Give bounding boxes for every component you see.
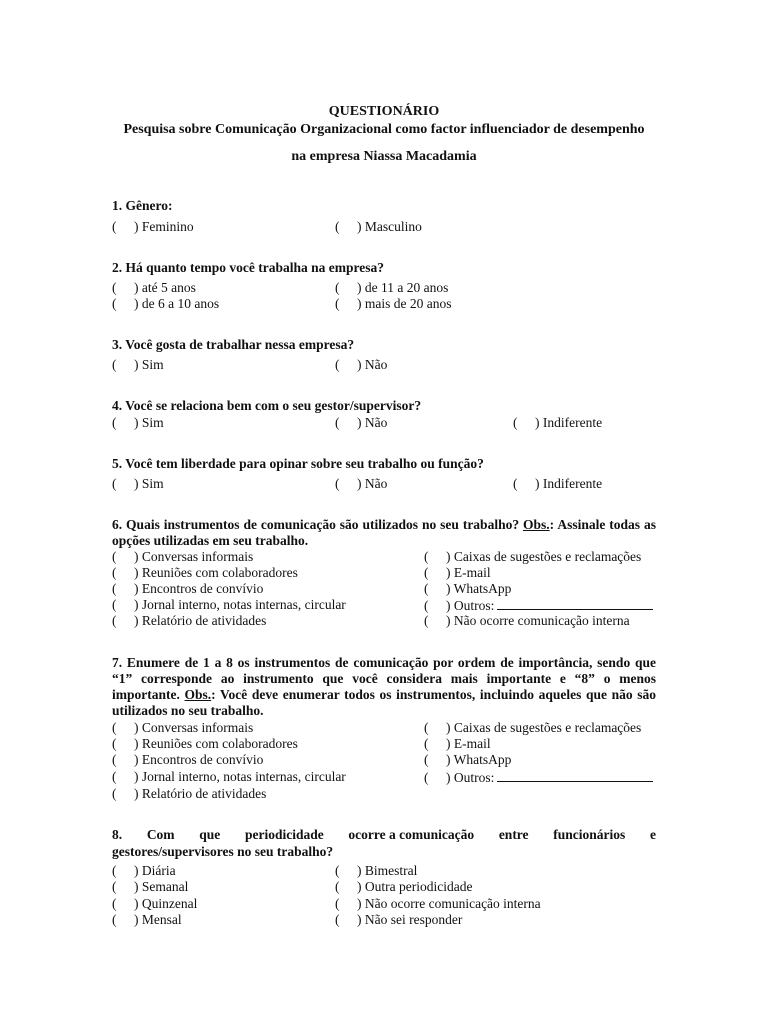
q7-outros-blank[interactable] (497, 769, 653, 782)
question-8-line1: 8. Com que periodicidade ocorre a comunicação entre funcionários e (112, 827, 656, 842)
option-q3-sim[interactable]: ( ) Sim (112, 357, 164, 372)
option-q4-nao[interactable]: ( ) Não (335, 415, 388, 430)
option-ate-5-anos[interactable]: ( ) até 5 anos (112, 280, 196, 295)
option-q3-nao[interactable]: ( ) Não (335, 357, 388, 372)
question-6: 6. Quais instrumentos de comunicação são utilizados no seu trabalho? Obs.: Assinale todas as opções utilizadas em seu trabalho. (112, 517, 656, 548)
option-q4-indiferente[interactable]: ( ) Indiferente (513, 415, 603, 430)
option-q8-nao-sei[interactable]: ( ) Não sei responder (335, 912, 463, 927)
option-q8-mensal[interactable]: ( ) Mensal (112, 912, 182, 927)
option-q7-jornal-interno[interactable]: ( ) Jornal interno, notas internas, circular (112, 769, 346, 784)
option-q7-whatsapp[interactable]: ( ) WhatsApp (424, 752, 512, 767)
survey-subtitle-line2: na empresa Niassa Macadamia (291, 149, 477, 164)
option-q8-nao-ocorre[interactable]: ( ) Não ocorre comunicação interna (335, 896, 541, 911)
option-q8-outra-periodicidade[interactable]: ( ) Outra periodicidade (335, 879, 473, 894)
option-q7-encontros[interactable]: ( ) Encontros de convívio (112, 752, 264, 767)
question-5: 5. Você tem liberdade para opinar sobre seu trabalho ou função? (112, 456, 484, 471)
option-mais-de-20-anos[interactable]: ( ) mais de 20 anos (335, 296, 452, 311)
option-q6-outros[interactable]: ( ) Outros: (424, 597, 653, 614)
question-8-line2: gestores/supervisores no seu trabalho? (112, 844, 334, 859)
page-title: QUESTIONÁRIO (328, 104, 440, 119)
option-q6-reunioes[interactable]: ( ) Reuniões com colaboradores (112, 565, 298, 580)
option-q6-caixas-sugestoes[interactable]: ( ) Caixas de sugestões e reclamações (424, 549, 642, 564)
option-q6-whatsapp[interactable]: ( ) WhatsApp (424, 581, 512, 596)
question-3: 3. Você gosta de trabalhar nessa empresa? (112, 337, 355, 352)
option-q5-sim[interactable]: ( ) Sim (112, 476, 164, 491)
option-q8-diaria[interactable]: ( ) Diária (112, 863, 176, 878)
option-q7-email[interactable]: ( ) E-mail (424, 736, 491, 751)
question-1: 1. Gênero: (112, 198, 173, 213)
question-2: 2. Há quanto tempo você trabalha na empresa? (112, 260, 384, 275)
option-q7-caixas-sugestoes[interactable]: ( ) Caixas de sugestões e reclamações (424, 720, 642, 735)
survey-subtitle-line1: Pesquisa sobre Comunicação Organizacional como factor influenciador de desempenho (123, 122, 645, 137)
option-q5-nao[interactable]: ( ) Não (335, 476, 388, 491)
option-11-a-20-anos[interactable]: ( ) de 11 a 20 anos (335, 280, 449, 295)
q6-outros-blank[interactable] (497, 597, 653, 610)
option-q6-relatorio[interactable]: ( ) Relatório de atividades (112, 613, 267, 628)
option-q5-indiferente[interactable]: ( ) Indiferente (513, 476, 603, 491)
option-q6-jornal-interno[interactable]: ( ) Jornal interno, notas internas, circular (112, 597, 346, 612)
question-4: 4. Você se relaciona bem com o seu gestor/supervisor? (112, 398, 422, 413)
option-q4-sim[interactable]: ( ) Sim (112, 415, 164, 430)
option-q6-email[interactable]: ( ) E-mail (424, 565, 491, 580)
option-q7-reunioes[interactable]: ( ) Reuniões com colaboradores (112, 736, 298, 751)
option-q8-quinzenal[interactable]: ( ) Quinzenal (112, 896, 198, 911)
option-6-a-10-anos[interactable]: ( ) de 6 a 10 anos (112, 296, 220, 311)
option-q8-bimestral[interactable]: ( ) Bimestral (335, 863, 418, 878)
option-masculino[interactable]: ( ) Masculino (335, 219, 422, 234)
option-feminino[interactable]: ( ) Feminino (112, 219, 194, 234)
option-q7-relatorio[interactable]: ( ) Relatório de atividades (112, 786, 267, 801)
option-q6-nao-ocorre[interactable]: ( ) Não ocorre comunicação interna (424, 613, 630, 628)
option-q7-outros[interactable]: ( ) Outros: (424, 769, 653, 786)
option-q6-encontros[interactable]: ( ) Encontros de convívio (112, 581, 264, 596)
option-q6-conversas-informais[interactable]: ( ) Conversas informais (112, 549, 254, 564)
option-q7-conversas-informais[interactable]: ( ) Conversas informais (112, 720, 254, 735)
question-7: 7. Enumere de 1 a 8 os instrumentos de comunicação por ordem de importância, sendo que “1” corresponde ao instrumento que você considera mais importante e “8” o menos importante. Obs.: Você deve enumerar todos os instrumentos, incluindo aqueles que não são utilizados no seu trabalho. (112, 655, 657, 718)
option-q8-semanal[interactable]: ( ) Semanal (112, 879, 189, 894)
